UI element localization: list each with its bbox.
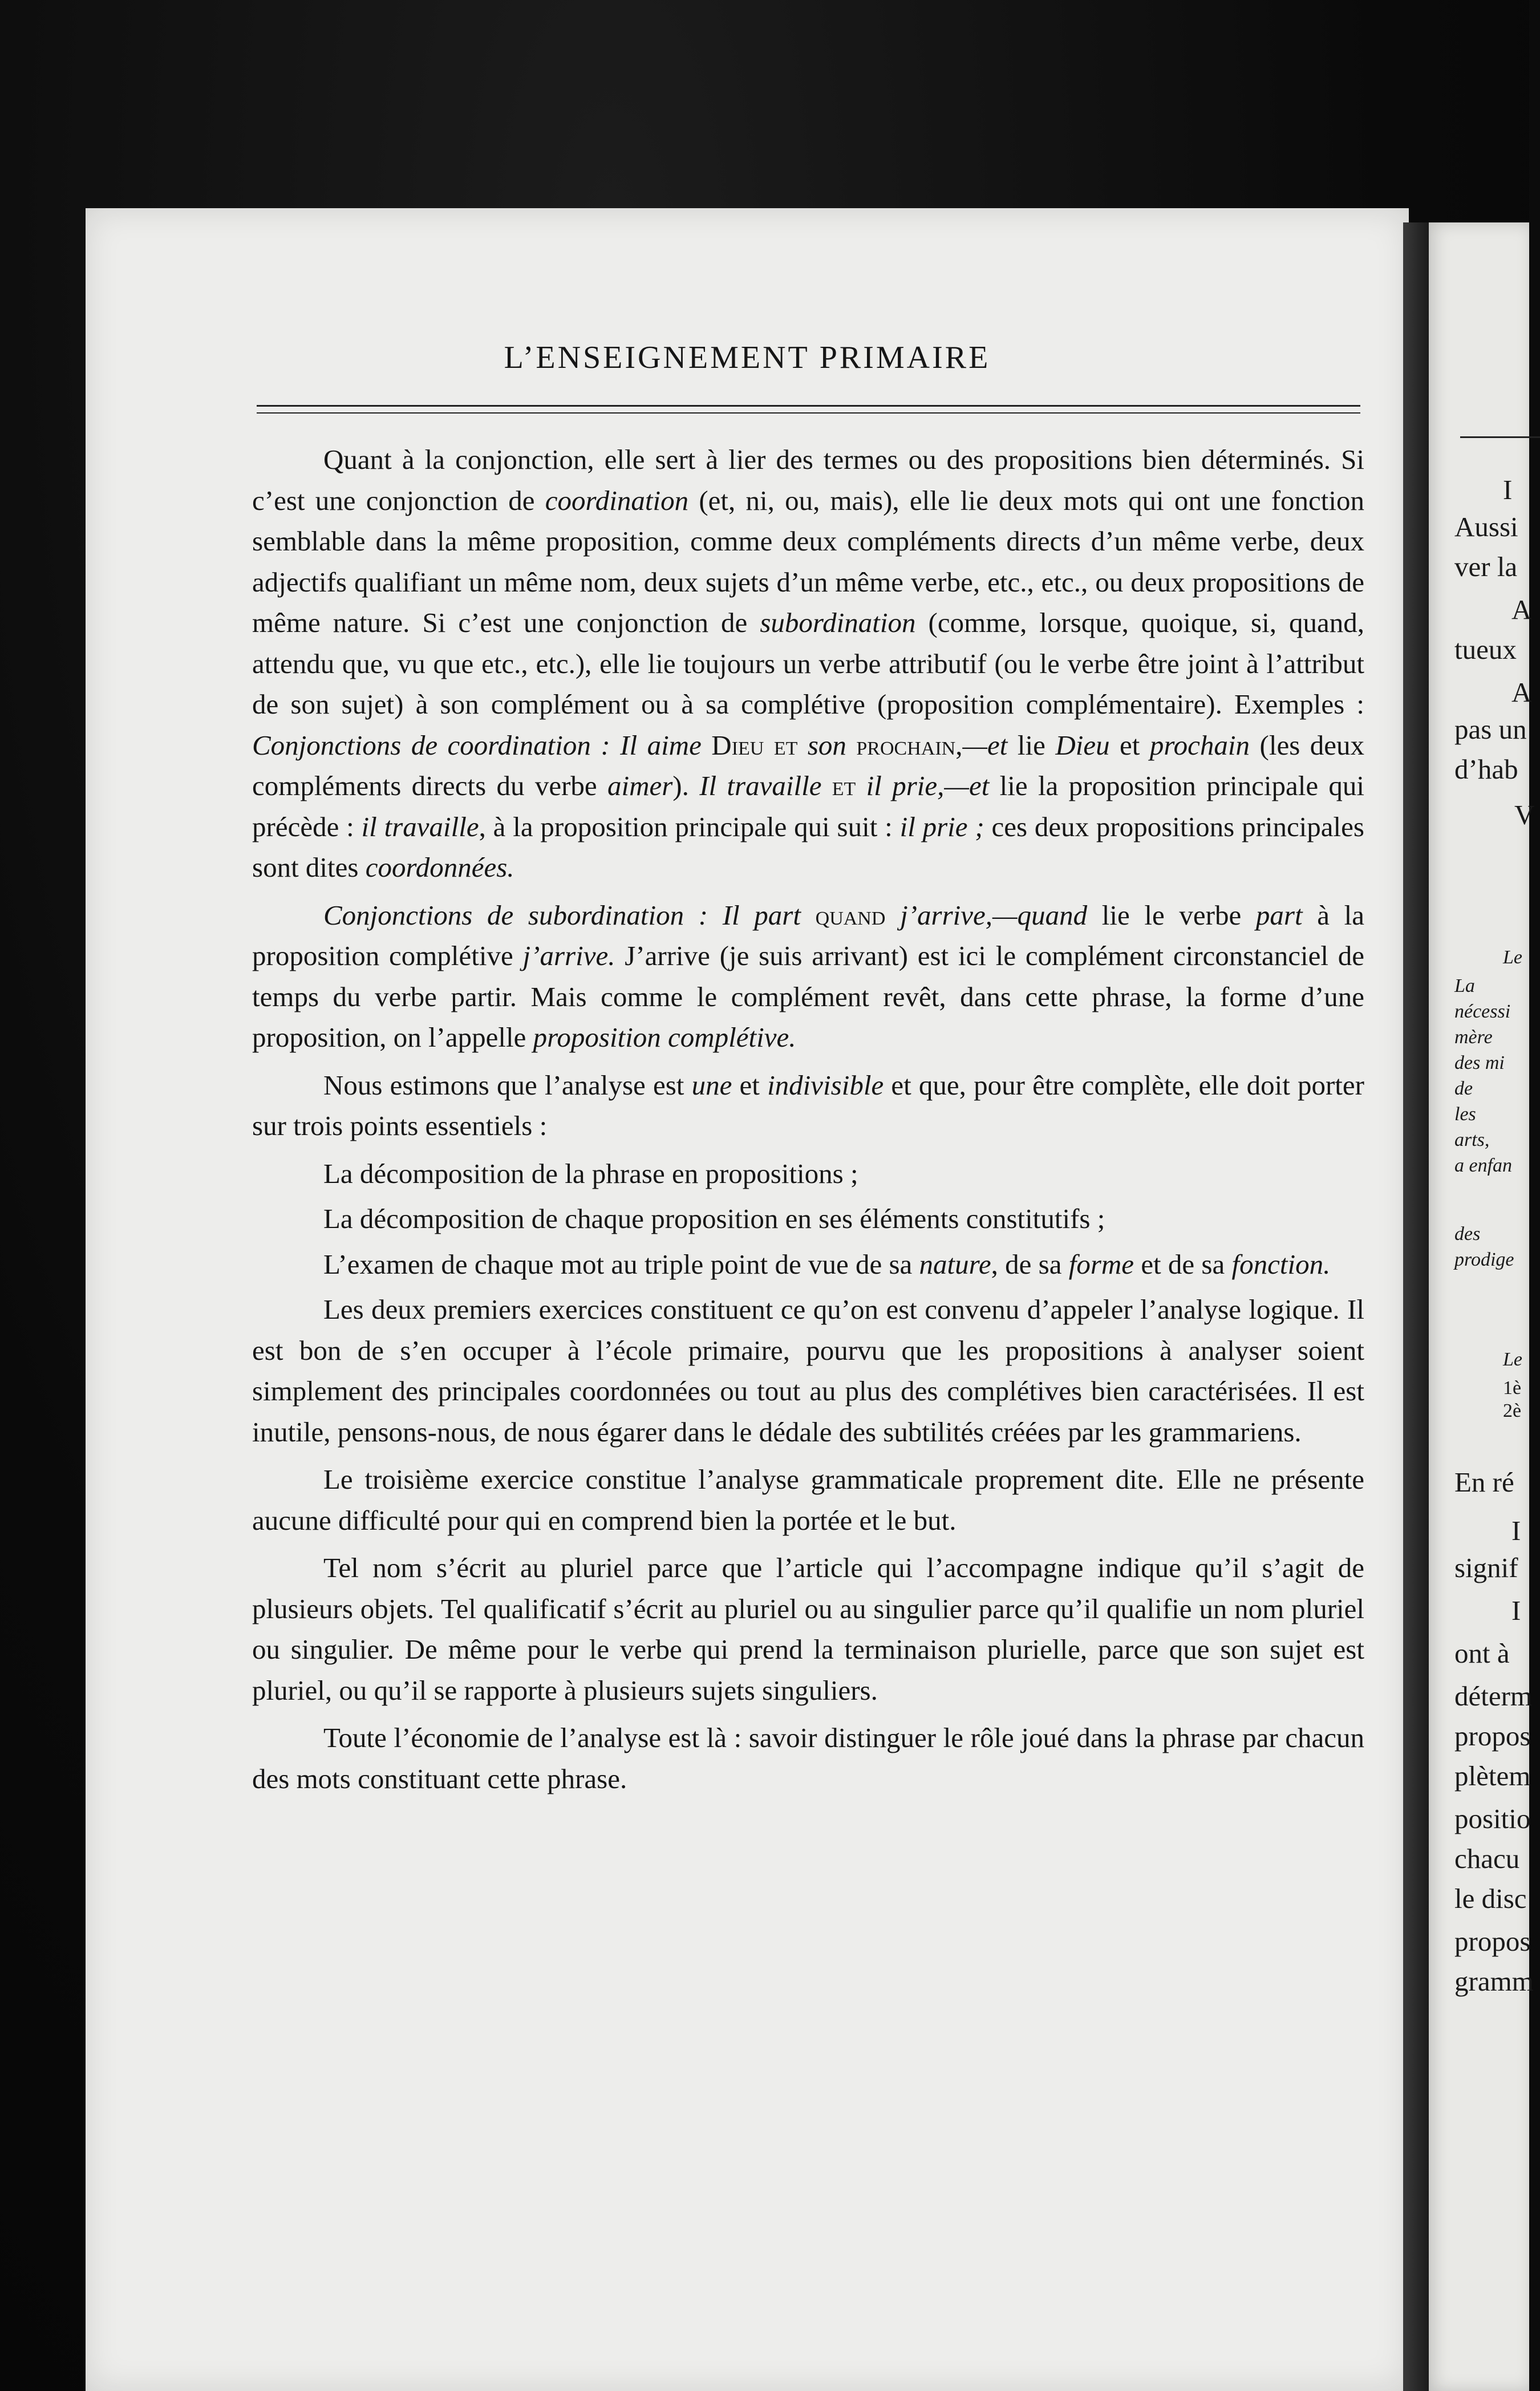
fragment: positio <box>1454 1803 1531 1834</box>
fragment: des <box>1454 1223 1481 1245</box>
paragraph-conclusion: Toute l’économie de l’analyse est là : savoir distinguer le rôle joué dans la phrase par chacun des mots constituant cette phrase. <box>252 1722 1364 1794</box>
list-item: L’examen de chaque mot au triple point de vue de sa nature, de sa forme et de sa fonction. <box>323 1248 1331 1280</box>
fragment: des mi <box>1454 1052 1505 1073</box>
fragment: le disc <box>1454 1883 1527 1914</box>
fragment: ont à <box>1454 1638 1510 1669</box>
list-item: La décomposition de la phrase en propositions ; <box>323 1157 858 1189</box>
fragment: Aussi <box>1454 511 1518 542</box>
fragment: chacu <box>1454 1843 1520 1874</box>
fragment: mère <box>1454 1027 1493 1048</box>
fragment: les <box>1454 1104 1476 1125</box>
running-title: L’ENSEIGNEMENT PRIMAIRE <box>504 340 991 375</box>
fragment: 1è <box>1503 1377 1522 1399</box>
fragment: a enfan <box>1454 1155 1513 1176</box>
fragment: arts, <box>1454 1129 1490 1150</box>
fragment: gramm <box>1454 1966 1534 1997</box>
fragment: prodige <box>1454 1249 1514 1270</box>
right-page-rule <box>1460 436 1540 438</box>
fragment: La <box>1454 975 1475 996</box>
paragraph-plural: Tel nom s’écrit au pluriel parce que l’article qui l’accompagne indique qu’il s’agit de plusieurs objets. Tel qualificatif s’écrit au pluriel ou au singulier parce qu’il qualifie un nom pluriel ou singulier. De même pour le verbe qui prend la terminaison plurielle, parce que son sujet est pluriel, ou qu’il se rapporte à plusieurs sujets singuliers. <box>252 1552 1364 1706</box>
paragraph-analysis: Nous estimons que l’analyse est une et indivisible et que, pour être complète, elle doit porter sur trois points essentiels : <box>252 1069 1364 1141</box>
header-rule-bottom <box>257 412 1360 414</box>
paragraph-subordination: Conjonctions de subordination : Il part quand j’arrive,—quand lie le verbe part à la proposition complétive j’arrive. J’arrive (je suis arrivant) est ici le complément circonstanciel de temps du verbe partir. Mais comme le complément revêt, dans cette phrase, la forme d’une proposition, on l’appelle proposition complétive. <box>252 899 1364 1053</box>
fragment: 2è <box>1503 1400 1522 1421</box>
fragment: ver la <box>1454 551 1518 582</box>
fragment: Le <box>1503 1349 1522 1370</box>
fragment: propos <box>1454 1926 1531 1957</box>
fragment: En ré <box>1454 1466 1514 1498</box>
fragment: pas un <box>1454 714 1527 745</box>
list-item: La décomposition de chaque proposition en ses éléments constitutifs ; <box>323 1203 1105 1234</box>
body-text <box>252 439 1364 1806</box>
fragment: nécessi <box>1454 1001 1511 1022</box>
fragment: I <box>1511 1595 1521 1626</box>
fragment: tueux <box>1454 634 1517 665</box>
fragment: I <box>1503 474 1513 505</box>
fragment: plètem <box>1454 1760 1531 1792</box>
fragment: V <box>1514 799 1535 830</box>
fragment: d’hab <box>1454 753 1518 785</box>
left-page <box>86 208 1409 2391</box>
right-page <box>1429 222 1535 2391</box>
paragraph-logical-analysis: Les deux premiers exercices constituent ce qu’on est convenu d’appeler l’analyse logique. Il est bon de s’en occuper à l’école primaire, pourvu que les propositions à analyser soient simplement des principales coordonnées ou tout au plus des complétives bien caractérisées. Il est inutile, pensons-nous, de nous égarer dans le dédale des subtilités créées par les grammariens. <box>252 1294 1364 1448</box>
fragment: de <box>1454 1078 1473 1099</box>
header-rule-top <box>257 405 1360 407</box>
fragment: signif <box>1454 1552 1518 1583</box>
fragment: déterm <box>1454 1680 1533 1712</box>
fragment: I <box>1511 1515 1521 1546</box>
paragraph-grammatical-analysis: Le troisième exercice constitue l’analyse grammaticale proprement dite. Elle ne présente aucune difficulté pour qui en comprend bien la portée et le but. <box>252 1464 1364 1536</box>
fragment: Le <box>1503 947 1522 968</box>
paragraph-conjunction: Quant à la conjonction, elle sert à lier des termes ou des propositions bien déterminés. Si c’est une conjonction de coordination (et, ni, ou, mais), elle lie deux mots qui ont une fonction semblable dans la même proposition, comme deux compléments directs d’un même verbe, deux adjectifs qualifiant un même nom, deux sujets d’un même verbe, etc., etc., ou deux propositions de même nature. Si c’est une conjonction de subordination (comme, lorsque, quoique, si, quand, attendu que, vu que etc., etc.), elle lie toujours un verbe attributif (ou le verbe être joint à l’attribut de son sujet) à son complément ou à sa complétive (proposition complémentaire). Exemples : Conjonctions de coordination : Il aime Dieu et son prochain,—et lie Dieu et prochain (les deux compléments directs du verbe aimer). Il travaille et il prie,—et lie la proposition principale qui précède : il travaille, à la proposition principale qui suit : il prie ; ces deux propositions principales sont dites coordonnées. <box>252 444 1365 883</box>
book-gutter <box>1403 222 1429 2391</box>
fragment: A <box>1511 676 1532 708</box>
fragment: propos <box>1454 1720 1531 1752</box>
fragment: A <box>1511 594 1532 625</box>
